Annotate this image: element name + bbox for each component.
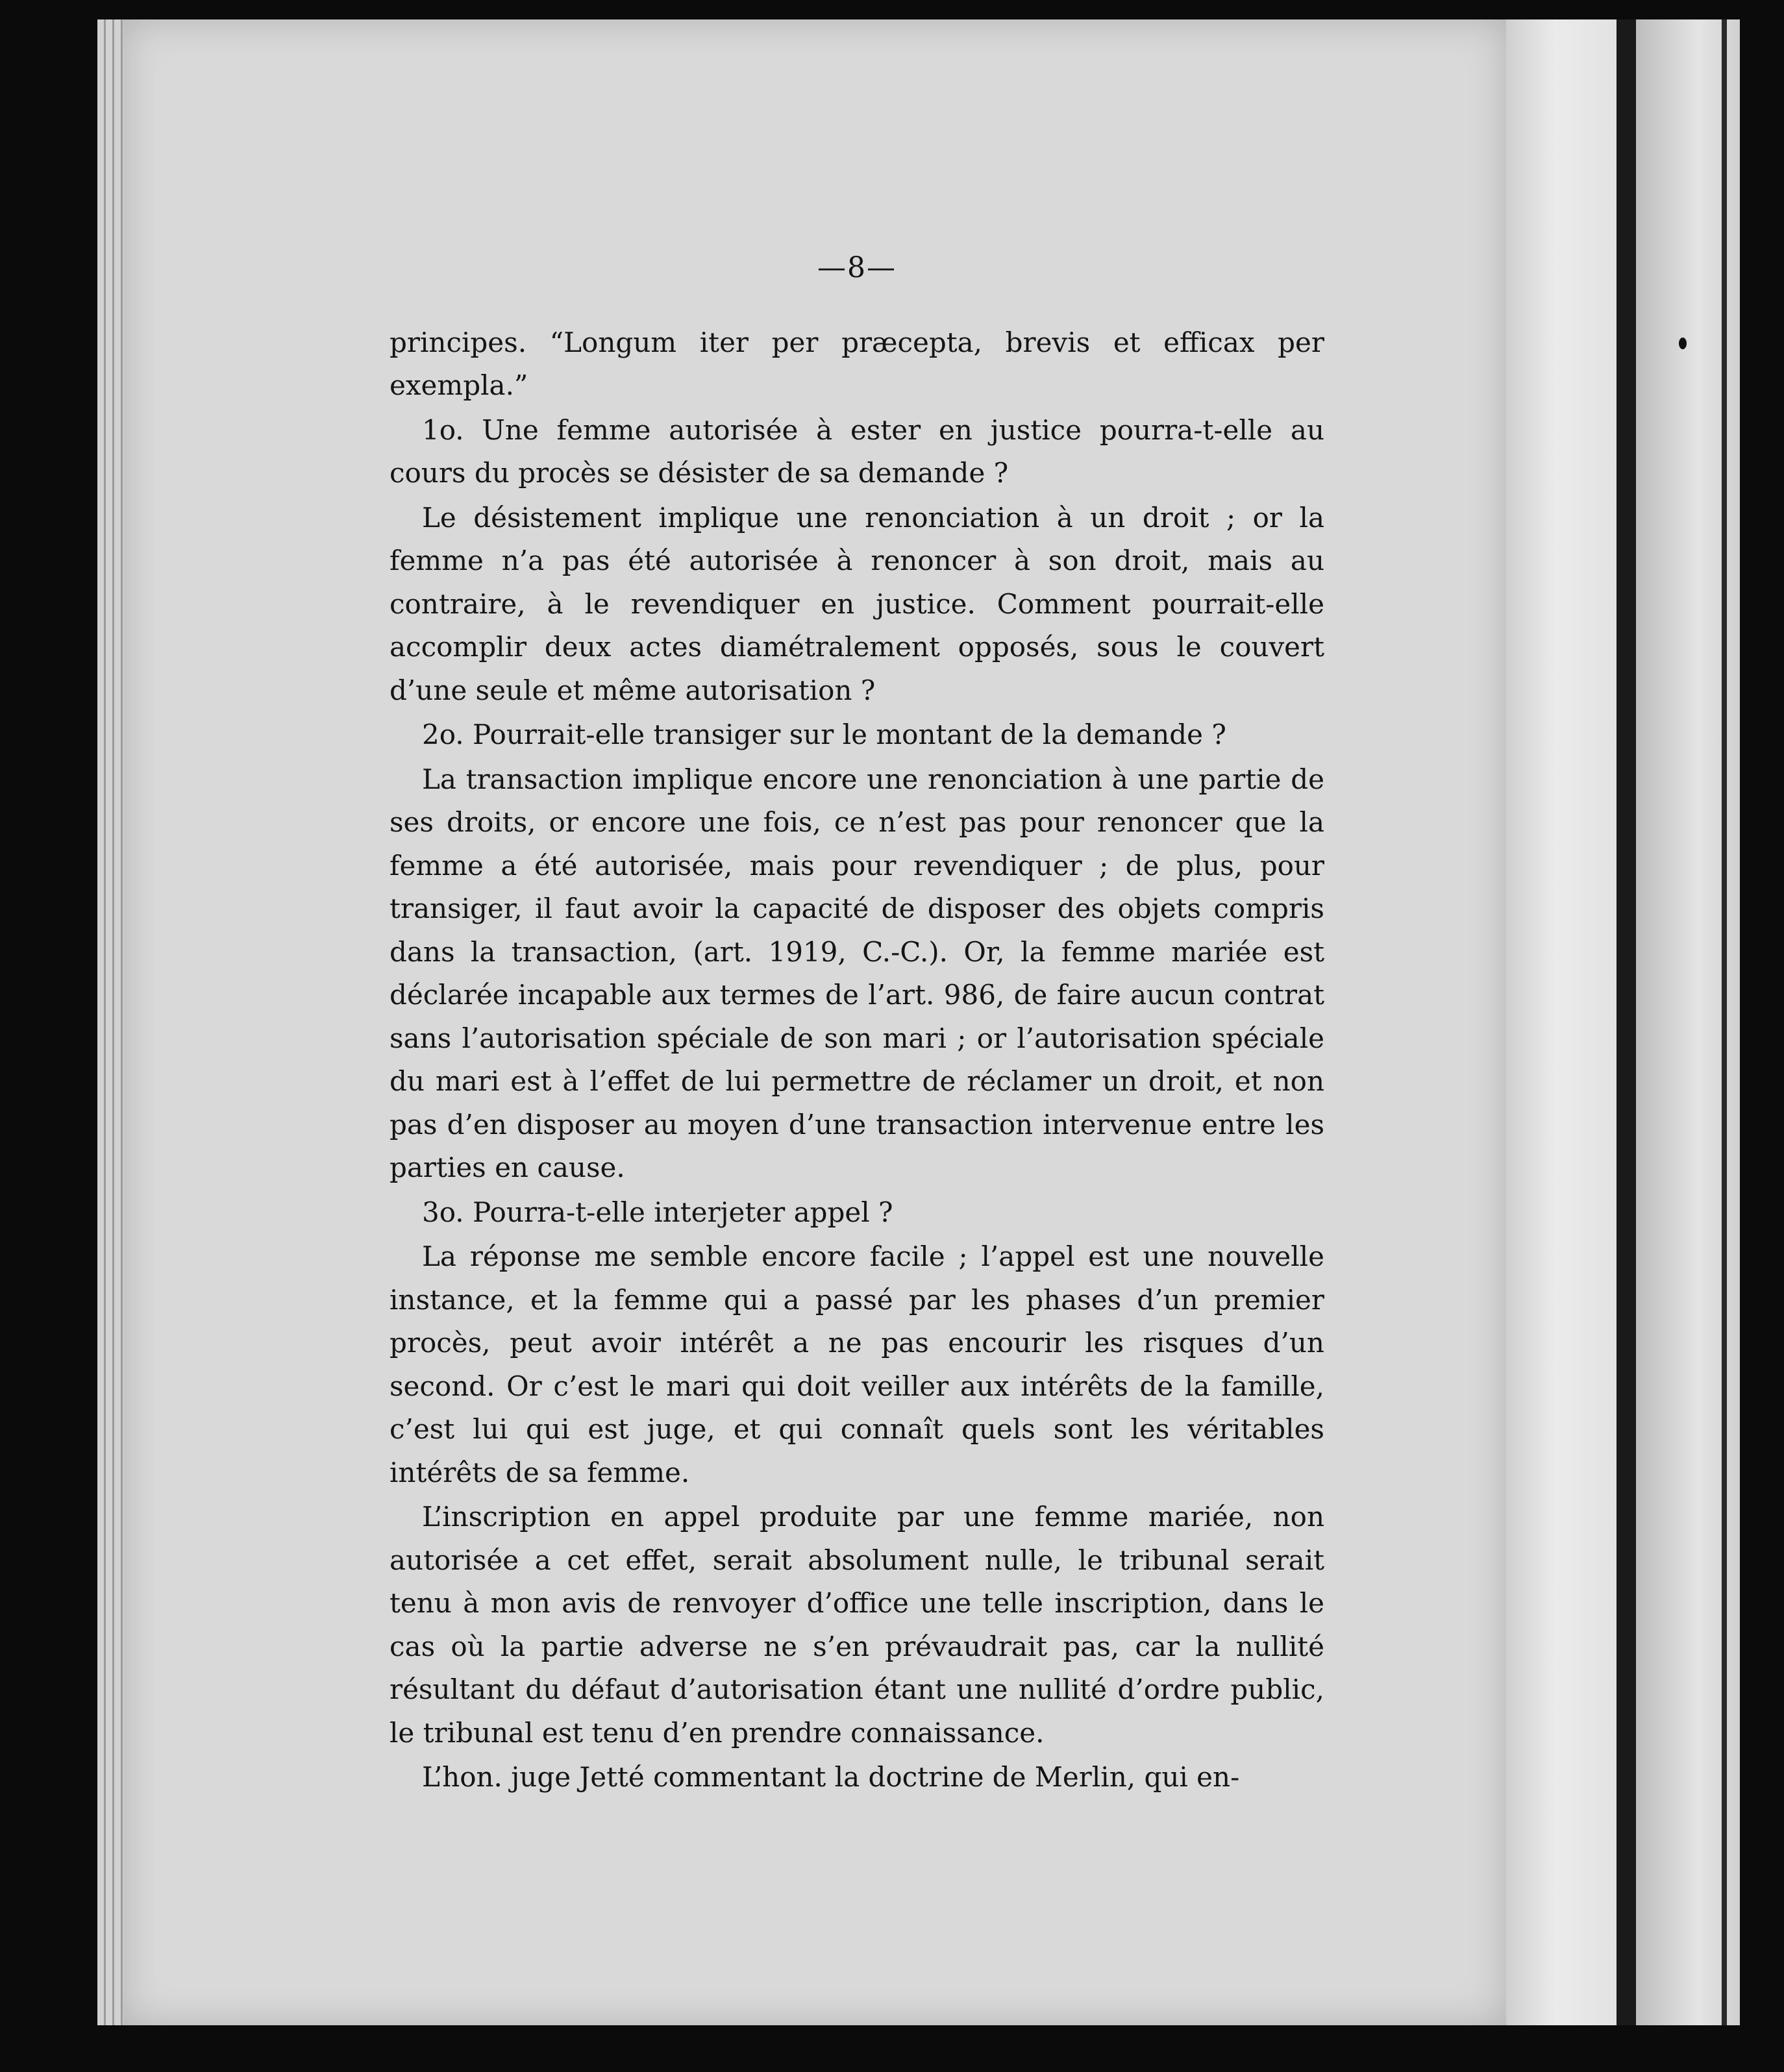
facing-page-border (1722, 19, 1727, 2025)
paragraph: La transaction implique encore une renonciation à une partie de ses droits, or encore une fois, ce n’est pas pour renoncer que la femme a été autorisée, mais pour revendiquer ; de plus, pour transiger, il faut avoir la capacité de disposer des objets compris dans la transaction, (art. 1919, C.-C.). Or, la femme mariée est déclarée incapable aux termes de l’art. 986, de faire aucun contrat sans l’autorisation spéciale de son mari ; or l’autorisation spéciale du mari est à l’effet de lui permettre de réclamer un droit, et non pas d’en disposer au moyen d’une transaction intervenue entre les parties en cause. (390, 763, 1324, 1183)
page-number: —8— (817, 251, 897, 284)
binding-fold (1506, 19, 1617, 2025)
ink-speck (1679, 338, 1687, 349)
page-text (390, 247, 1324, 1801)
binding-shadow (1617, 19, 1636, 2025)
paragraph: 3o. Pourra-t-elle interjeter appel ? (422, 1196, 893, 1228)
paragraph: L’inscription en appel produite par une femme mariée, non autorisée a cet effet, serait absolument nulle, le tribunal serait tenu à mon avis de renvoyer d’office une telle inscription, dans le cas où la partie adverse ne s’en prévaudrait pas, car la nullité résultant du défaut d’autorisation étant une nullité d’ordre public, le tribunal est tenu d’en prendre connaissance. (390, 1501, 1324, 1749)
paragraph: L’hon. juge Jetté commentant la doctrine de Merlin, qui en- (422, 1761, 1240, 1793)
paragraph: 1o. Une femme autorisée à ester en justice pourra-t-elle au cours du procès se désister de sa demande ? (390, 413, 1324, 489)
paragraph: La réponse me semble encore facile ; l’appel est une nouvelle instance, et la femme qui a passé par les phases d’un premier procès, peut avoir intérêt a ne pas encourir les risques d’un second. Or c’est le mari qui doit veiller aux intérêts de la famille, c’est lui qui est juge, et qui connaît quels sont les véritables intérêts de sa femme. (390, 1240, 1324, 1488)
paragraph: Le désistement implique une renonciation à un droit ; or la femme n’a pas été autorisée à renoncer à son droit, mais au contraire, à le revendiquer en justice. Comment pourrait-elle accomplir deux actes diamétralement opposés, sous le couvert d’une seule et même autorisation ? (390, 501, 1324, 706)
paragraph: 2o. Pourrait-elle transiger sur le montant de la demande ? (422, 719, 1226, 750)
paragraph: principes. “Longum iter per præcepta, brevis et efficax per exempla.” (390, 326, 1324, 401)
